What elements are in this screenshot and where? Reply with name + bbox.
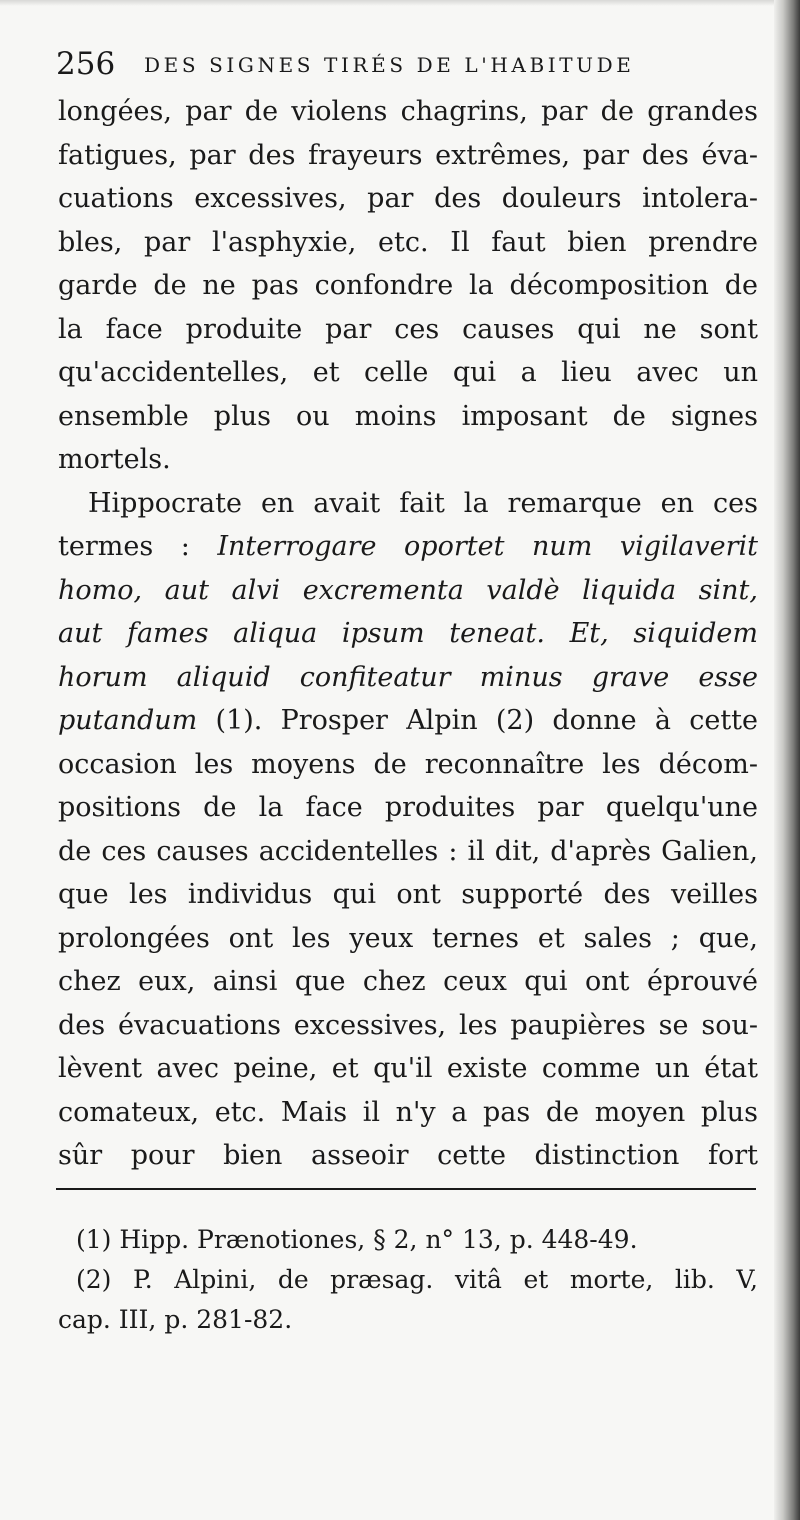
text-line	[58, 656, 758, 700]
text-line: mortels.	[58, 444, 171, 475]
text-segment: prolongées ont les yeux ternes et sales ; que,	[58, 922, 758, 954]
text-segment: comateux, etc. Mais il n'y a pas de moyen plus	[58, 1096, 758, 1128]
main-text	[58, 90, 758, 1178]
running-title: DES SIGNES TIRÉS DE L'HABITUDE	[144, 53, 635, 77]
text-line	[58, 873, 758, 917]
italic-latin-quote: Interrogare oportet num vigilaverit	[217, 531, 758, 562]
footnote-1: (1) Hipp. Prænotiones, § 2, n° 13, p. 448-49.	[76, 1225, 638, 1254]
text-line	[58, 960, 758, 1004]
text-segment: positions de la face produites par quelqu'une	[58, 792, 758, 823]
italic-latin-quote: horum aliquid confiteatur minus grave esse	[58, 661, 758, 693]
text-segment: chez eux, ainsi que chez ceux qui ont éprouvé	[58, 966, 758, 997]
page-top-shadow	[0, 0, 800, 6]
text-line	[58, 699, 758, 743]
text-segment: Hippocrate en avait fait la remarque en ces	[88, 487, 758, 519]
text-line: longées, par de violens chagrins, par de grandes	[58, 96, 758, 127]
text-line: la face produite par ces causes qui ne sont	[58, 313, 758, 345]
italic-latin-quote: putandum	[58, 705, 198, 736]
text-segment: sûr pour bien asseoir cette distinction fort	[58, 1140, 758, 1171]
text-line	[58, 786, 758, 830]
text-line	[58, 743, 758, 787]
text-line	[58, 482, 758, 526]
text-segment: lèvent avec peine, et qu'il existe comme un état	[58, 1053, 758, 1084]
text-line: cuations excessives, par des douleurs intolera-	[58, 183, 758, 214]
text-line	[58, 917, 758, 961]
italic-latin-quote: homo, aut alvi excrementa valdè liquida sint,	[58, 574, 758, 606]
text-segment: de ces causes accidentelles : il dit, d'après Galien,	[58, 835, 758, 867]
text-segment: termes :	[58, 531, 218, 562]
text-line: bles, par l'asphyxie, etc. Il faut bien prendre	[58, 226, 758, 258]
text-line	[58, 1004, 758, 1048]
page-number: 256	[56, 46, 116, 82]
paragraph-hippocrate	[58, 482, 758, 1178]
text-segment: occasion les moyens de reconnaître les décom-	[58, 748, 758, 780]
text-line	[58, 830, 758, 874]
footnote-2-continued: cap. III, p. 281-82.	[58, 1305, 293, 1334]
text-segment: des évacuations excessives, les paupières se sou-	[58, 1009, 758, 1041]
text-line	[58, 1091, 758, 1135]
footnote-2: (2) P. Alpini, de præsag. vitâ et morte, lib. V,	[76, 1265, 758, 1294]
text-line	[58, 1047, 758, 1091]
text-line	[58, 569, 758, 613]
footnote-rule	[56, 1188, 756, 1190]
text-line: ensemble plus ou moins imposant de signes	[58, 400, 758, 432]
text-line: fatigues, par des frayeurs extrêmes, par des éva-	[58, 139, 758, 171]
text-line	[58, 612, 758, 656]
text-line: qu'accidentelles, et celle qui a lieu avec un	[58, 357, 758, 388]
text-segment: que les individus qui ont supporté des veilles	[58, 879, 758, 910]
text-line: garde de ne pas confondre la décomposition de	[58, 270, 758, 301]
running-head	[56, 44, 746, 84]
text-line	[58, 1134, 758, 1178]
text-segment: (1). Prosper Alpin (2) donne à cette	[197, 705, 758, 736]
text-line	[58, 525, 758, 569]
footnotes	[58, 1220, 758, 1340]
page-binding-edge	[774, 0, 800, 1520]
italic-latin-quote: aut fames aliqua ipsum teneat. Et, siquidem	[58, 618, 758, 649]
